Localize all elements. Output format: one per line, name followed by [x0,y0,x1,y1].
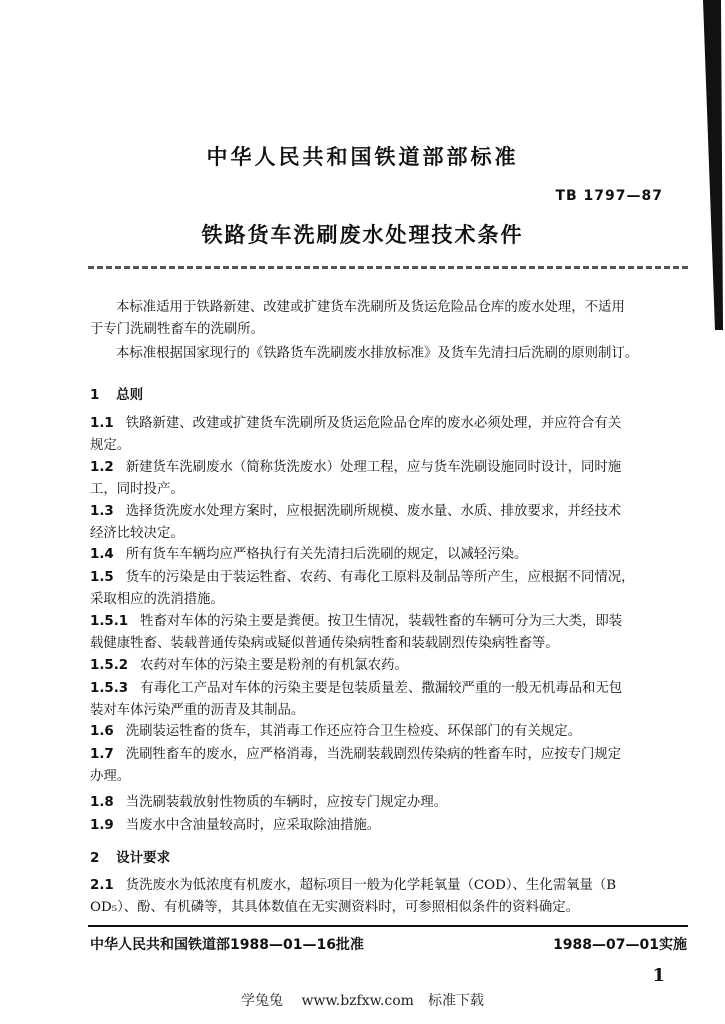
standard-authority-header: 中华人民共和国铁道部部标准 [206,145,519,169]
clause-1-7-line: 办理。 [90,769,131,784]
clause-number: 1.5.1 [90,614,129,629]
clause-text: 货洗废水为低浓度有机废水，超标项目一般为化学耗氧量（COD）、生化需氧量（B [125,878,617,893]
clause-1-4-line [90,545,527,564]
section-title: 总则 [116,387,144,403]
intro-line-2: 于专门洗刷牲畜车的洗刷所。 [90,322,265,337]
clause-1-9-line [90,816,380,835]
section-2-heading [90,846,170,866]
clause-text: 洗刷牲畜车的废水，应严格消毒，当洗刷装载剧烈传染病的牲畜车时，应按专门规定 [125,747,622,762]
document-title: 铁路货车洗刷废水处理技术条件 [201,223,524,247]
clause-1-5-3-line: 装对车体污染严重的沥青及其制品。 [90,703,305,718]
clause-number: 1.2 [90,460,114,475]
clause-1-5-3-line [90,679,622,698]
clause-text: 货车的污染是由于装运牲畜、农药、有毒化工原料及制品等所产生，应根据不同情况， [125,570,635,585]
clause-text: 所有货车车辆均应严格执行有关先清扫后洗刷的规定，以减轻污染。 [125,547,528,562]
clause-text: 铁路新建、改建或扩建货车洗刷所及货运危险品仓库的废水必须处理，并应符合有关 [125,416,622,431]
clause-number: 1.5.2 [90,658,129,673]
clause-number: 1.9 [90,818,114,833]
clause-1-3-line [90,502,621,521]
page-number: 1 [652,965,665,986]
clause-1-2-line [90,458,621,477]
intro-line-3: 本标准根据国家现行的《铁路货车洗刷废水排放标准》及货车先清扫后洗刷的原则制订。 [116,346,639,361]
clause-number: 1.7 [90,747,114,762]
clause-number: 1.1 [90,416,114,431]
clause-1-1-line: 规定。 [90,438,131,453]
clause-1-8-line [90,793,447,812]
section-title: 设计要求 [116,850,171,866]
title-divider [88,266,688,269]
clause-text: 当废水中含油量较高时，应采取除油措施。 [125,818,381,833]
clause-number: 2.1 [90,878,114,893]
clause-number: 1.8 [90,795,114,810]
implementation-date: 1988—07—01实施 [553,937,687,953]
clause-1-2-line: 工，同时投产。 [90,482,184,497]
clause-1-5-line [90,568,635,587]
clause-text: 牲畜对车体的污染主要是粪便。按卫生情况，装载牲畜的车辆可分为三大类，即装 [140,614,623,629]
clause-number: 1.4 [90,547,114,562]
clause-1-5-1-line [90,612,622,631]
clause-text: 有毒化工产品对车体的污染主要是包装质量差、撒漏较严重的一般无机毒品和无包 [140,681,623,696]
section-number: 1 [90,387,100,403]
section-1-heading [90,383,143,403]
footer-rule [88,925,688,927]
clause-text: 当洗刷装载放射性物质的车辆时，应按专门规定办理。 [125,795,448,810]
clause-text: 洗刷装运牲畜的货车，其消毒工作还应符合卫生检疫、环保部门的有关规定。 [125,724,582,739]
clause-1-7-line [90,745,621,764]
watermark: 学兔兔 www.bzfxw.com 标准下载 [241,993,484,1009]
clause-number: 1.5.3 [90,681,129,696]
clause-text: 选择货洗废水处理方案时，应根据洗刷所规模、废水量、水质、排放要求，并经技术 [125,504,622,519]
clause-2-1-line: OD₅）、酚、有机磷等，其具体数值在无实测资料时，可参照相似条件的资料确定。 [90,900,580,915]
clause-number: 1.6 [90,724,114,739]
standard-code: TB 1797—87 [555,188,663,204]
approval-date: 中华人民共和国铁道部1988—01—16批准 [90,937,364,953]
intro-line-1: 本标准适用于铁路新建、改建或扩建货车洗刷所及货运危险品仓库的废水处理，不适用 [116,300,625,315]
clause-1-5-line: 采取相应的洗消措施。 [90,592,224,607]
clause-number: 1.5 [90,570,114,585]
section-number: 2 [90,850,100,866]
clause-1-5-1-line: 载健康牲畜、装载普通传染病或疑似普通传染病牲畜和装载剧烈传染病牲畜等。 [90,636,559,651]
clause-1-6-line [90,722,581,741]
clause-text: 农药对车体的污染主要是粉剂的有机氯农药。 [140,658,408,673]
clause-1-1-line [90,414,621,433]
clause-text: 新建货车洗刷废水（简称货洗废水）处理工程，应与货车洗刷设施同时设计，同时施 [125,460,622,475]
clause-1-3-line: 经济比较决定。 [90,526,184,541]
clause-1-5-2-line [90,656,408,675]
clause-2-1-line [90,876,616,895]
clause-number: 1.3 [90,504,114,519]
